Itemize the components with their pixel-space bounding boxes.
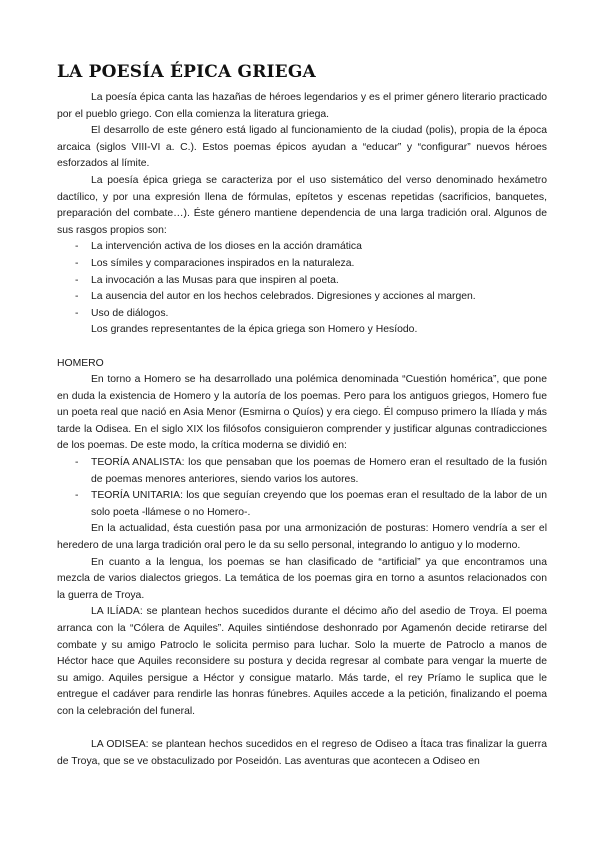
list-item: - La invocación a las Musas para que inspiren al poeta. [57,273,547,290]
list-item: - TEORÍA UNITARIA: los que seguían creyendo que los poemas eran el resultado de la labor de un solo poeta -llámese o no Homero-. [57,488,547,521]
spacer [57,721,547,738]
homero-paragraph-2: En la actualidad, ésta cuestión pasa por una armonización de posturas: Homero vendría a ser el heredero de una larga tradición oral pero le da su sello personal, integrando lo antiguo y lo moderno. [57,523,547,552]
iliada-paragraph: LA ILÍADA: se plantean hechos sucedidos durante el décimo año del asedio de Troya. El poema arranca con la “Cólera de Aquiles”. Aquiles sintiéndose deshonrado por Agamenón decide retirarse del combate y su amigo Patroclo le solicita permiso para luchar. Solo la muerte de Patroclo a manos de Héctor hace que Aquiles reconsidere su postura y decida regresar al combate para vengar la muerte de su amigo. Aquiles persigue a Héctor y consigue matarlo. Más tarde, el rey Príamo le suplica que le entregue el cadáver para rendirle las honras fúnebres. Aquiles accede a la petición, finalizando el poema con la celebración del funeral. [57,606,547,717]
odisea-paragraph: LA ODISEA: se plantean hechos sucedidos en el regreso de Odiseo a Ítaca tras finalizar la guerra de Troya, que se ve obstaculizado por Poseidón. Las aventuras que acontecen a Odiseo en [57,739,547,767]
list-item: - TEORÍA ANALISTA: los que pensaban que los poemas de Homero eran el resultado de la fusión de poemas menores anteriores, siendo varios los autores. [57,455,547,488]
document-body [57,90,547,770]
intro-paragraph-1: La poesía épica canta las hazañas de héroes legendarios y es el primer género literario practicado por el pueblo griego. Con ella comienza la literatura griega. [57,92,547,120]
list-item: - Uso de diálogos. [57,306,547,323]
list-item: - La intervención activa de los dioses en la acción dramática [57,239,547,256]
representatives-line: Los grandes representantes de la épica griega son Homero y Hesíodo. [91,324,418,336]
features-list [57,239,547,322]
homero-paragraph-1: En torno a Homero se ha desarrollado una polémica denominada “Cuestión homérica”, que pone en duda la existencia de Homero y la autoría de los poemas. Pero para los antiguos griegos, Homero fue un poeta real que nació en Asia Menor (Esmirna o Quíos) y era ciego. Él compuso primero la Ilíada y más tarde la Odisea. En el siglo XIX los filósofos consiguieron comprender y justificar algunas contradicciones de los poemas. De este modo, la crítica moderna se dividió en: [57,374,547,452]
list-item: - La ausencia del autor en los hechos celebrados. Digresiones y acciones al margen. [57,289,547,306]
intro-paragraph-2: El desarrollo de este género está ligado al funcionamiento de la ciudad (polis), propia de la época arcaica (siglos VIII-VI a. C.). Estos poemas épicos ayudan a “educar” y “configurar” nuevos héroes esforzados al límite. [57,125,547,170]
spacer [57,339,547,356]
theories-list [57,455,547,521]
homero-paragraph-3: En cuanto a la lengua, los poemas se han clasificado de “artificial” ya que encontramos una mezcla de varios dialectos griegos. La temática de los poemas gira en torno a asuntos relacionados con la guerra de Troya. [57,556,547,601]
section-heading-homero: HOMERO [57,357,104,369]
list-item: - Los símiles y comparaciones inspirados en la naturaleza. [57,256,547,273]
intro-paragraph-3: La poesía épica griega se caracteriza por el uso sistemático del verso denominado hexámetro dactílico, y por una expresión llena de fórmulas, epítetos y escenas repetidas (sacrificios, banquetes, preparación del combate…). Éste género mantiene dependencia de una larga tradición oral. Algunos de sus rasgos propios son: [57,174,547,236]
page-title: LA POESÍA ÉPICA GRIEGA [57,62,316,82]
